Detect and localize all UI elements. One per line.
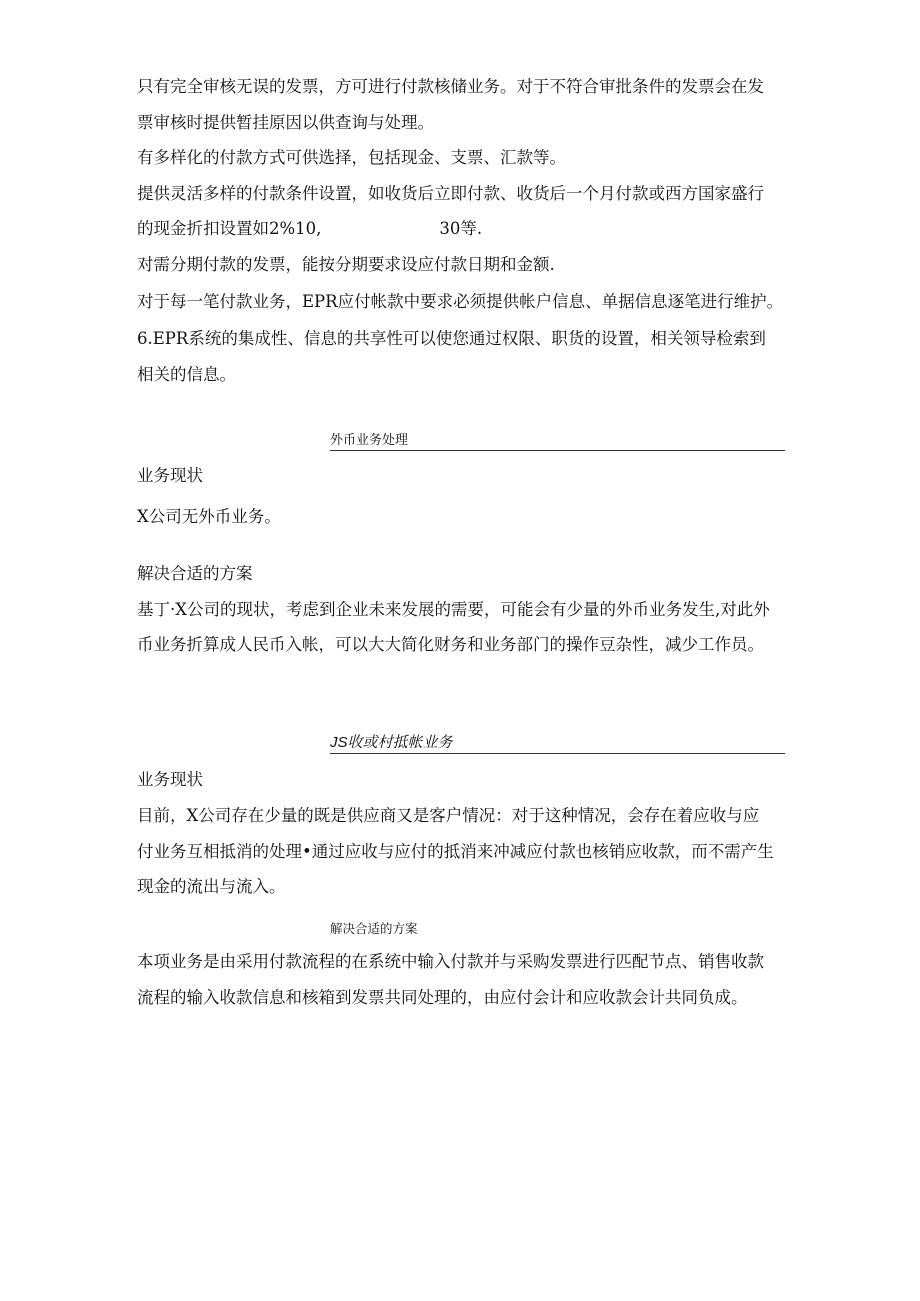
subsection-label: 业务现状 [137, 770, 203, 789]
discount-setting-text-2: 30等. [439, 219, 483, 238]
paragraph-line: X公司无外币业务。 [137, 507, 281, 526]
paragraph-line: 对于每一笔付款业务，EPR应付帐款中要求必须提供帐户信息、单据信息逐笔进行维护。 [137, 292, 784, 311]
section-heading-offset-business: JS收或村抵帐业务 [330, 734, 785, 754]
paragraph-line: 有多样化的付款方式可供选择，包括现金、支票、汇款等。 [137, 148, 566, 167]
paragraph-line: 本项业务是由采用付款流程的在系统中输入付款并与采购发票进行匹配节点、销售收款 [137, 952, 764, 971]
discount-setting-text: 的现金折扣设置如2%10, [137, 219, 322, 238]
paragraph-line: 提供灵活多样的付款条件设置，如收货后立即付款、收货后一个月付款或西方国家盛行 [137, 184, 764, 203]
paragraph-line: 只有完全审核无误的发票，方可进行付款核储业务。对于不符合审批条件的发票会在发 [137, 77, 764, 96]
paragraph-line: 付业务互相抵消的处理•通过应收与应付的抵消来冲减应付款也核销应收款，而不需产生 [137, 842, 774, 861]
paragraph-line: 基丁·X公司的现状，考虑到企业未来发展的需要，可能会有少量的外币业务发生,对此外 [137, 600, 770, 619]
subsection-label: 业务现状 [137, 466, 203, 485]
paragraph-line: 目前，X公司存在少量的既是供应商又是客户情况：对于这种情况，会存在着应收与应 [137, 806, 760, 825]
paragraph-line: 流程的输入收款信息和核箱到发票共同处理的，由应付会计和应收款会计共同负成。 [137, 988, 748, 1007]
paragraph-line: 币业务折算成人民币入帐，可以大大简化财务和业务部门的操作豆杂性，减少工作员。 [137, 635, 764, 654]
paragraph-line: 现金的流出与流入。 [137, 877, 286, 896]
paragraph-line: 6.EPR系统的集成性、信息的共享性可以使您通过权限、职货的设置，相关领导检索到 [137, 329, 766, 348]
paragraph-line: 相关的信息。 [137, 365, 236, 384]
paragraph-line: 票审核时提供暂挂原因以供查询与处理。 [137, 113, 434, 132]
subsection-label: 解决合适的方案 [137, 564, 253, 583]
paragraph-line [137, 219, 797, 239]
paragraph-line: 对需分期付款的发票，能按分期要求设应付款日期和金额. [137, 255, 555, 274]
subsection-label: 解决合适的方案 [330, 922, 418, 936]
section-heading-foreign-currency: 外币业务处理 [330, 431, 785, 451]
